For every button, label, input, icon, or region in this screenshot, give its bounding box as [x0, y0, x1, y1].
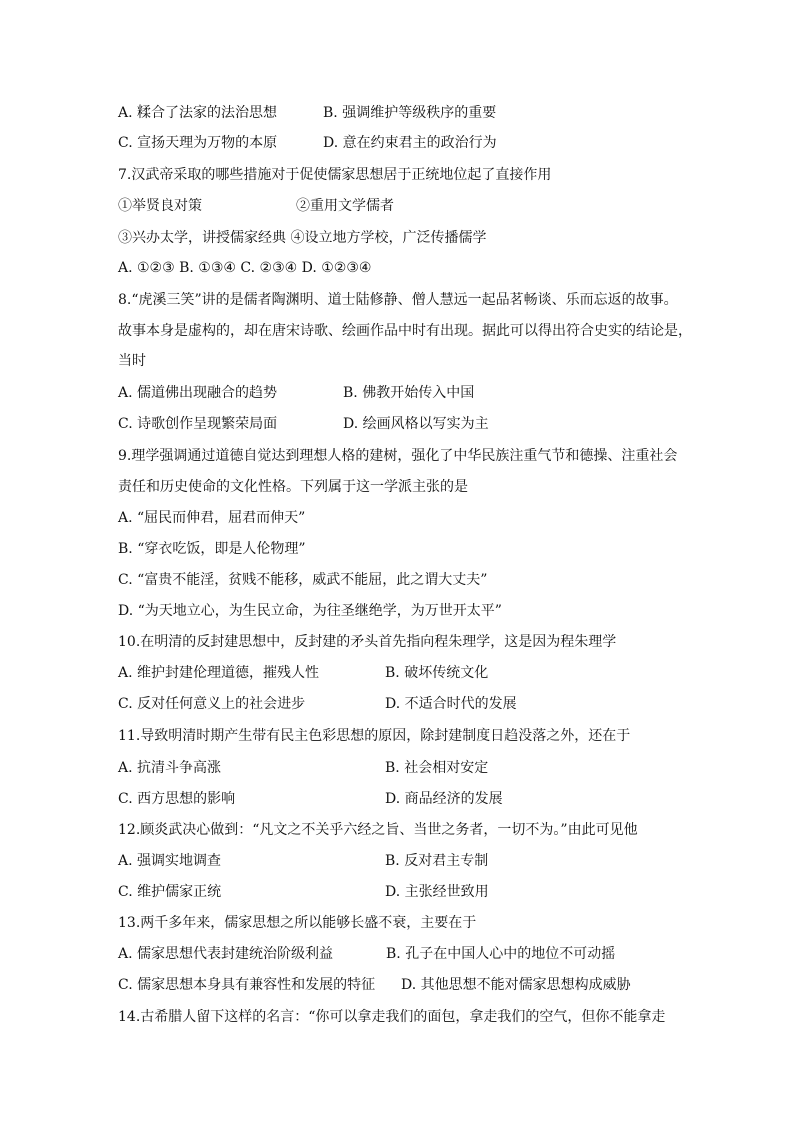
- q11-option-a: A. 抗清斗争高涨: [118, 760, 222, 776]
- q7-stem: 7.汉武帝采取的哪些措施对于促使儒家思想居于正统地位起了直接作用: [118, 167, 552, 183]
- q12-option-a: A. 强调实地调查: [118, 853, 222, 869]
- q9-stem-line-2: 责任和历史使命的文化性格。下列属于这一学派主张的是: [118, 479, 468, 495]
- q8-option-a: A. 儒道佛出现融合的趋势: [118, 385, 278, 401]
- q13-option-b: B. 孔子在中国人心中的地位不可动摇: [386, 946, 616, 962]
- q11-option-c: C. 西方思想的影响: [118, 791, 236, 807]
- q8-stem-line-2: 故事本身是虚构的，却在唐宋诗歌、绘画作品中时有出现。据此可以得出符合史实的结论是，: [118, 323, 692, 339]
- q13-option-d: D. 其他思想不能对儒家思想构成威胁: [401, 977, 631, 993]
- q8-option-b: B. 佛教开始传入中国: [343, 385, 475, 401]
- q10-option-d: D. 不适合时代的发展: [385, 696, 517, 712]
- q12-option-d: D. 主张经世致用: [385, 884, 489, 900]
- q8-stem-line-1: 8.“虎溪三笑”讲的是儒者陶渊明、道士陆修静、僧人慧远一起品茗畅谈、乐而忘返的故事。: [118, 292, 678, 308]
- q6-option-a: A. 糅合了法家的法治思想: [118, 105, 278, 121]
- q13-option-a: A. 儒家思想代表封建统治阶级利益: [118, 946, 334, 962]
- q11-option-b: B. 社会相对安定: [385, 760, 489, 776]
- q13-option-c: C. 儒家思想本身具有兼容性和发展的特征: [118, 977, 376, 993]
- q9-option-b: B. “穿衣吃饭，即是人伦物理”: [118, 541, 306, 557]
- q13-stem: 13.两千多年来，儒家思想之所以能够长盛不衰，主要在于: [118, 915, 477, 931]
- q6-option-b: B. 强调维护等级秩序的重要: [323, 105, 497, 121]
- q11-option-d: D. 商品经济的发展: [385, 791, 503, 807]
- q10-option-b: B. 破坏传统文化: [385, 665, 489, 681]
- q10-stem: 10.在明清的反封建思想中，反封建的矛头首先指向程朱理学，这是因为程朱理学: [118, 634, 617, 650]
- q9-option-c: C. “富贵不能淫，贫贱不能移，威武不能屈，此之谓大丈夫”: [118, 572, 488, 588]
- q10-option-c: C. 反对任何意义上的社会进步: [118, 696, 306, 712]
- q7-options: A. ①②③ B. ①③④ C. ②③④ D. ①②③④: [118, 260, 372, 276]
- q8-option-d: D. 绘画风格以写实为主: [343, 416, 489, 432]
- q7-item-2: ②重用文学儒者: [296, 198, 394, 214]
- q9-option-a: A. “屈民而伸君，屈君而伸天”: [118, 510, 306, 526]
- q10-option-a: A. 维护封建伦理道德，摧残人性: [118, 665, 320, 681]
- q11-stem: 11.导致明清时期产生带有民主色彩思想的原因，除封建制度日趋没落之外，还在于: [118, 728, 631, 744]
- q6-option-c: C. 宣扬天理为万物的本原: [118, 135, 278, 151]
- q7-item-1: ①举贤良对策: [118, 198, 202, 214]
- q9-stem-line-1: 9.理学强调通过道德自觉达到理想人格的建树，强化了中华民族注重气节和德操、注重社会: [118, 448, 678, 464]
- q12-option-b: B. 反对君主专制: [385, 853, 489, 869]
- q9-option-d: D. “为天地立心，为生民立命，为往圣继绝学，为万世开太平”: [118, 603, 502, 619]
- q12-stem: 12.顾炎武决心做到：“凡文之不关乎六经之旨、当世之务者，一切不为。”由此可见他: [118, 822, 638, 838]
- q8-stem-line-3: 当时: [118, 353, 146, 369]
- q12-option-c: C. 维护儒家正统: [118, 884, 222, 900]
- q14-stem: 14.古希腊人留下这样的名言：“你可以拿走我们的面包，拿走我们的空气，但你不能拿走: [118, 1009, 666, 1025]
- q8-option-c: C. 诗歌创作呈现繁荣局面: [118, 416, 278, 432]
- q7-items-row-2: ③兴办太学，讲授儒家经典 ④设立地方学校，广泛传播儒学: [118, 230, 487, 246]
- q6-option-d: D. 意在约束君主的政治行为: [323, 135, 497, 151]
